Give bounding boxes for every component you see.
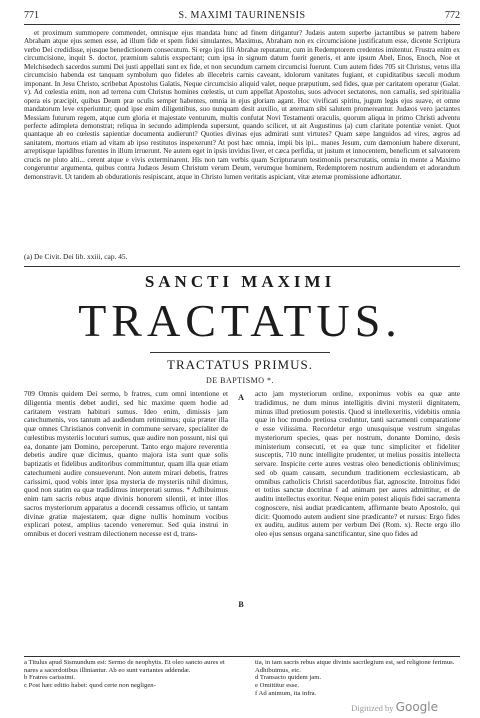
title-rule [150, 352, 330, 353]
left-note-a: a Titulus apud Sismundum est: Sermo de neophytis. Et oleo sancto aures et nares a sacerdotibus illiniantur. Ab eo sunt variantes addendæ. [24, 659, 225, 674]
right-column [255, 390, 460, 539]
section-rule [24, 266, 460, 267]
google-logo: Google [395, 700, 438, 714]
running-title: S. MAXIMI TAURINENSIS [178, 10, 306, 21]
right-footnotes [255, 659, 460, 698]
tractatus-subtitle: TRACTATUS PRIMUS. [167, 357, 313, 372]
notes-rule [24, 656, 460, 657]
left-note-b: b Fratres carissimi. [24, 674, 76, 682]
header-rule [24, 24, 460, 25]
work-title: TRACTATUS. [78, 295, 402, 346]
left-note-c: c Post hæc editio habet: quod certe non negligen- [24, 682, 156, 690]
right-column-text: acto jam mysteriorum ordine, exponimus vobis ea quæ ante tradidimus, ne dum minus intelligitis divini mysterii dignitatem, minus illud pretiosum potestis. Quod si intellexeritis, videbitis omnia quæ in hoc mundo pretiosa creduntur, tanti sacramenti comparatione e esse vilissima. Recordetur ergo unusquisque vestrum singulas mysteriorum species, quas per nostrum, donante Domino, desis ministerium consecuti, et ea quæ tunc simpliciter et fideliter susceptis, 710 nunc intelligite prudenter, ut melius possitis intellecta servare. Inspicite certe aures vestras oleo benedictionis oblinivimus; sed ob quam causam, secundum traditionem ecclesiasticam, ab omnibus catholicis Christi sacerdotibus fiat, agnoscite. Introitus fidei et totius sanctæ doctrinæ f ad animam per aures admittitur, et de auditu intellectus exoritur. Neque enim potest aliquis fidei sacramenta cognoscere, nisi audiat prædicantem, affirmante beato Apostolo, qui dicit: Quomodo autem audient sine prædicante? et rursus: Ergo fides ex auditu, auditus autem per verbum Dei (Rom. x). Recte ergo illo oleo ejus sensus organa sanctificantur, sine quo fides ad [255, 389, 460, 538]
tractatus-topic: DE BAPTISMO *. [205, 376, 275, 385]
summary-footnote: (a) De Civit. Dei lib. xxiii, cap. 45. [24, 252, 128, 261]
left-footnotes [24, 659, 228, 690]
page-number-right: 772 [445, 10, 460, 21]
column-marker-a: A [238, 393, 244, 402]
right-note-f: f Ad animum, ita infra. [255, 689, 317, 697]
digitized-label: Digitized by [351, 703, 394, 713]
column-marker-b: B [238, 600, 244, 609]
author-heading: SANCTI MAXIMI [144, 272, 336, 291]
summary-paragraph [24, 29, 460, 181]
right-note-d: d Transacto quidem jam. [255, 674, 322, 682]
summary-text: et proximum summopere commendet, omnisque ejus mandata hunc ad finem dirigantur? Judæis autem superbe jactantibus se patrem habere Abraham atque ejus semen esse, ad illum fide et spem fidei simulantes, Maximus, Abraham non ex circumcisione justificatum esse, dicente Scriptura verbo Dei credidisse, ejusque benedictionem consecutum. Si ergo ipsi fili Abrahæ reputantur, cum in Redemptorem credentes imitentur. Frustra enim ex circumcisione, inquit S. doctor, præmium salutis exspectant; cum ipsa in signum datum fuerit generis, et ante ipsum Abel, Enos, Enoch, Noe et Melchisedech sacerdos summi Dei justi appellati sunt ex fide, et non secundum carnem circumcisi fuerunt. Cum autem fides 705 sit Christus, vetus illa circumcisio habenda est tanquam symbolum quo fideles ab illecebris carnis caveant, idolorum vanitates fugiant, et cupiditatibus sæculi modum imponant. In Jesu Christo, scribebat Apostolus Galatis, Neque circumcisio aliquid valet, neque præputium, sed fides, quæ per caritatem operatur (Galat. v). Ad cœlestia enim, non ad terrena cum Christus homines cœlestis, ut cum appellat Apostolus, suos advocet sectatores, non carnalis, sed spiritualia opera eis præcipit, quibus Deum præ oculis semper habentes, omnia in ejus gloriam agant. Hoc vivificati spiritu, jugum legis ejus suave, et omne mandatorum leve experiuntur; quod ipse enim diligentibus, suo nunquam desit auxilio, ut æternam sibi salutem promereantur. Judæos vero jactantes Messiam futurum regem, atque cum gloria et majestate venturum, multis confutat Novi Testamenti oraculis, quorum aliqua in primo Christi adventu perfecte adimpleta demonstrat; reliqua in secundo adimplenda supersunt, quando scilicet, ut ait Augustinus (a) cum claritate potentiæ veniet. Quot quantaque ab eo cœlestis sapientiæ documenta audierunt? Quoties divinas ejus admirati sunt virtutes? Quam sæpe languidos ad vires, ægros ad sanitatem, mortuos etiam ad vitam ab ipso restitutos inspexerunt? At post hæc omnia, impii bis ipi... manes Jesum, cum dæmonium habere dixerunt, arreptisque lapidibus furentes in illum irruerunt. Ne autem eget in ipsis invidus liver, et cæca perfidia, ut justum et innocentem, beneficum et salvatorem crucis ne pluto alti... cerent atque e vivis exterminarent. His non tam verbis quam Scripturarum testimoniis perscrutatis, omnia in mente a Maximo congeruntur argumenta, quibus contra Judæos Jesum Christum verum Deum, verumque hominem, Redemptorem nostrum audiendum et adorandum demonstravit. Ut tandem ab obdurationis resipiscant, atque in Christo lumen veritatis aspiciant, vitæ æternæ promissione adhortatur. [24, 29, 460, 181]
digitized-watermark [351, 700, 438, 714]
left-column-text: 709 Omnis quidem Dei sermo, b fratres, cum omni intentione et diligentia mentis debet audiri, sed hic maxime quem hodie ad caritatem vestram habituri sumus. Ideo enim, dimissis jam catechumenis, vos tantum ad audiendum retinuimus; quia præter illa quæ omnes Christianos convenit in commune servare, specialiter de cœlestibus mysteriis locuturi sumus, quæ audire non possunt, nisi qui ea, donante jam Domino, perceperunt. Tanto ergo majore reverentia debetis audire quæ dicimus, quanto majora ista sunt quæ solis baptizatis et fidelibus auditoribus committuntur, quam illa quæ etiam catechumeni audire consueverunt. Non autem mirari debetis, fratres carissimi, quod vobis inter ipsa mysteria de mysteriis nihil diximus, quod non statim ea quæ tradidimus interpretati sumus. * Adhibuimus enim tam sacris rebus atque divinis honorem silentii, et inter illos sacros mysteriorum apparatus a docendi cessamus officio, ut tantam divinæ gratiæ majestatem, quæ digne nullis hominum vocibus explicari potest, amplius tacendo veneremur. Sed quia instrui in omnibus et doceri vestram dilectionem necesse est d, trans- [24, 389, 228, 538]
page-number-left: 771 [24, 10, 39, 21]
right-note-e: e Omittitur esse. [255, 682, 300, 690]
left-column [24, 390, 228, 539]
right-note-cont: tia, in tam sacris rebus atque divinis sacrilegium est, sed religione ferimus. Adhibuimus, etc. [255, 659, 455, 674]
running-header [24, 10, 460, 22]
